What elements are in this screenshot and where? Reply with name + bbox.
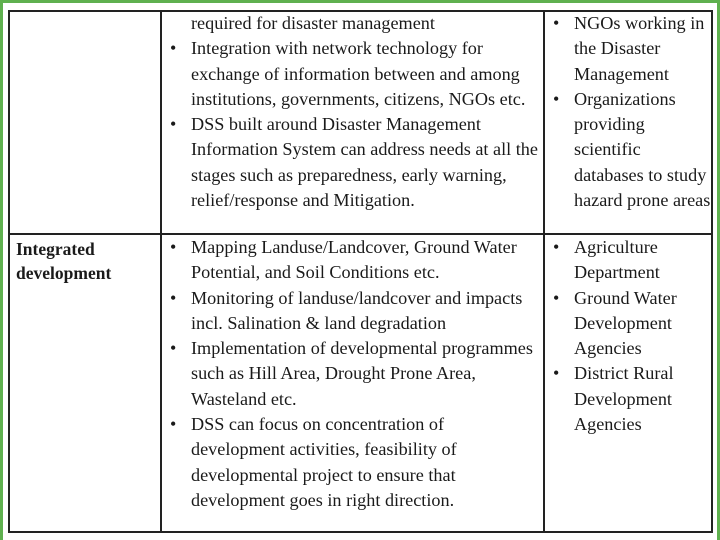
table-row [9, 234, 712, 532]
activity-continuation: required for disaster management [191, 13, 435, 33]
agency-item: • Agriculture Department [545, 235, 711, 286]
activities-cell [161, 234, 544, 532]
activity-item: • Mapping Landuse/Landcover, Ground Water Potential, and Soil Conditions etc. [162, 235, 543, 286]
dss-applications-table [8, 10, 713, 533]
activity-item: • Implementation of developmental programmes such as Hill Area, Drought Prone Area, Wasteland etc. [162, 336, 543, 412]
sector-cell [9, 11, 161, 234]
agencies-cell [544, 11, 712, 234]
sector-label [10, 12, 160, 14]
sector-cell [9, 234, 161, 532]
activity-item: • Monitoring of landuse/landcover and impacts incl. Salination & land degradation [162, 286, 543, 337]
table-row [9, 11, 712, 234]
agencies-cell [544, 234, 712, 532]
agency-item: • NGOs working in the Disaster Management [545, 11, 711, 87]
agency-item: • Organizations providing scientific databases to study hazard prone areas [545, 87, 711, 213]
sector-label: Integrated development [16, 239, 112, 283]
activities-cell [161, 11, 544, 234]
agency-item: • Ground Water Development Agencies [545, 286, 711, 362]
activity-item: • DSS built around Disaster Management Information System can address needs at all the stages such as preparedness, early warning, relief/response and Mitigation. [162, 112, 543, 213]
activity-item: • Integration with network technology for exchange of information between and among institutions, governments, citizens, NGOs etc. [162, 36, 543, 112]
agency-item: • District Rural Development Agencies [545, 361, 711, 437]
activity-item: • DSS can focus on concentration of development activities, feasibility of developmental project to ensure that development goes in right direction. [162, 412, 543, 513]
